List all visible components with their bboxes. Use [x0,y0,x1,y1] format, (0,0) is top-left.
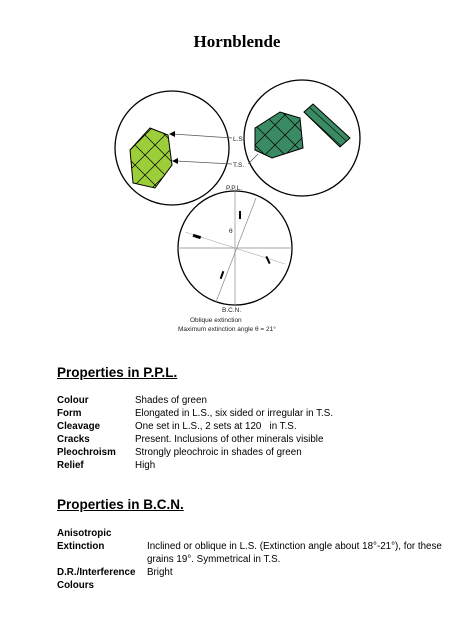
ts-pointer-line [176,161,232,164]
extinction-mark [193,234,202,239]
extinction-mark [220,271,225,279]
ppl-heading: Properties in P.P.L. [57,365,178,380]
ppl-row-cracks [57,433,425,446]
ppl-row-cleavage [57,420,425,433]
prop-value: One set in L.S., 2 sets at 120 in T.S. [135,421,297,432]
bcn-row-dr [57,566,447,579]
ls-grain-shape [80,90,210,230]
label-ppl: P.P.L. [226,185,243,192]
ppl-row-pleochroism [57,446,425,459]
prop-label: Colour [57,395,89,406]
prop-value: Elongated in L.S., six sided or irregular in T.S. [135,408,334,419]
prop-label: Form [57,408,82,419]
extinction-mark [265,256,270,264]
extinction-mark [239,211,241,219]
prop-label: Anisotropic [57,528,112,539]
ts-connector-line [248,154,258,164]
prop-value: Strongly pleochroic in shades of green [135,447,302,458]
ppl-row-form [57,407,425,420]
prop-label: Extinction [57,541,105,552]
caption-line-2: Maximum extinction angle θ = 21° [178,326,276,333]
caption-line-1: Oblique extinction [190,317,242,324]
page-title: Hornblende [193,32,281,51]
ts-pointer-arrow [172,158,178,164]
prop-value: High [135,460,156,471]
ppl-row-colour [57,394,425,407]
prop-label: Cleavage [57,421,101,432]
label-ts: T.S. [233,162,245,169]
prop-label: Cracks [57,434,90,445]
label-theta: θ [229,228,233,235]
prop-label: Pleochroism [57,447,116,458]
prop-value: Shades of green [135,395,207,406]
label-bcn: B.C.N. [222,307,242,314]
prop-label: Relief [57,460,84,471]
bcn-heading: Properties in B.C.N. [57,497,184,512]
extinction-line [216,198,256,302]
bcn-row-extinction [57,540,447,566]
ls-pointer-line [173,134,232,138]
prop-value: Bright [147,567,173,578]
prop-value: Present. Inclusions of other minerals visible [135,434,324,445]
prop-label: Colours [57,580,95,591]
label-ls: L.S. [233,136,245,143]
prop-value: Inclined or oblique in L.S. (Extinction angle about 18°-21°), for these grains 19°. Symmetrical in T.S. [147,541,442,565]
bcn-row-colours [57,579,147,592]
ls-pointer-arrow [169,131,175,137]
prop-label: D.R./Interference [57,567,136,578]
ppl-row-relief [57,459,425,472]
ls-rod-shape [300,100,358,160]
bcn-row-anisotropic [57,527,147,540]
